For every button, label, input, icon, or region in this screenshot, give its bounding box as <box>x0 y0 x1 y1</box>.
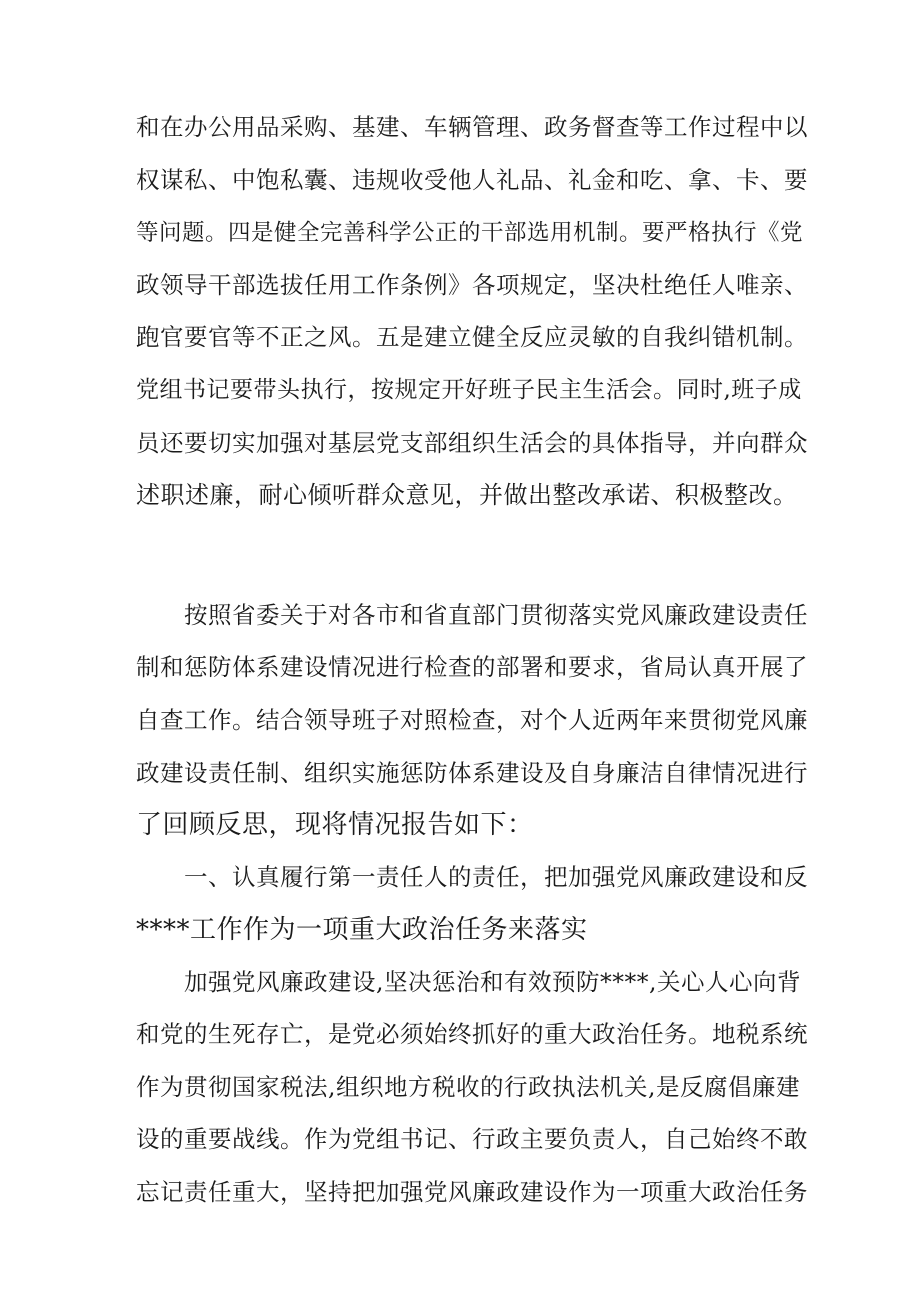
paragraph-line: 设的重要战线。作为党组书记、行政主要负责人，自己始终不敢 <box>136 1125 808 1153</box>
paragraph-line: 员还要切实加强对基层党支部组织生活会的具体指导，并向群众 <box>136 429 808 457</box>
paragraph-line: 忘记责任重大，坚持把加强党风廉政建设作为一项重大政治任务 <box>136 1178 808 1206</box>
paragraph-line: 作为贯彻国家税法,组织地方税收的行政执法机关,是反腐倡廉建 <box>136 1073 800 1101</box>
paragraph-line: 述职述廉，耐心倾听群众意见，并做出整改承诺、积极整改。 <box>136 481 798 509</box>
paragraph-line: 政领导干部选拔任用工作条例》各项规定，坚决杜绝任人唯亲、 <box>136 271 808 299</box>
paragraph-line: 加强党风廉政建设,坚决惩治和有效预防****,关心人心向背 <box>184 968 801 996</box>
paragraph-line: 和党的生死存亡，是党必须始终抓好的重大政治任务。地税系统 <box>136 1020 808 1048</box>
paragraph-line: 党组书记要带头执行，按规定开好班子民主生活会。同时,班子成 <box>136 377 802 403</box>
paragraph-line: 政建设责任制、组织实施惩防体系建设及自身廉洁自律情况进行 <box>136 759 808 787</box>
paragraph-line: 和在办公用品采购、基建、车辆管理、政务督查等工作过程中以 <box>136 113 808 141</box>
paragraph-line: 了回顾反思，现将情况报告如下： <box>136 810 534 840</box>
paragraph-line: 自查工作。结合领导班子对照检查，对个人近两年来贯彻党风廉 <box>136 706 808 734</box>
paragraph-line: 权谋私、中饱私囊、违规收受他人礼品、礼金和吃、拿、卡、要 <box>136 166 808 194</box>
paragraph-line: 制和惩防体系建设情况进行检查的部署和要求，省局认真开展了 <box>136 653 808 681</box>
paragraph-line: 按照省委关于对各市和省直部门贯彻落实党风廉政建设责任 <box>184 601 808 629</box>
paragraph-line: 等问题。四是健全完善科学公正的干部选用机制。要严格执行《党 <box>136 220 804 246</box>
section-heading-line: 一、认真履行第一责任人的责任，把加强党风廉政建设和反 <box>184 863 808 891</box>
section-heading-line: ****工作作为一项重大政治任务来落实 <box>136 915 588 945</box>
paragraph-line: 跑官要官等不正之风。五是建立健全反应灵敏的自我纠错机制。 <box>136 323 808 351</box>
